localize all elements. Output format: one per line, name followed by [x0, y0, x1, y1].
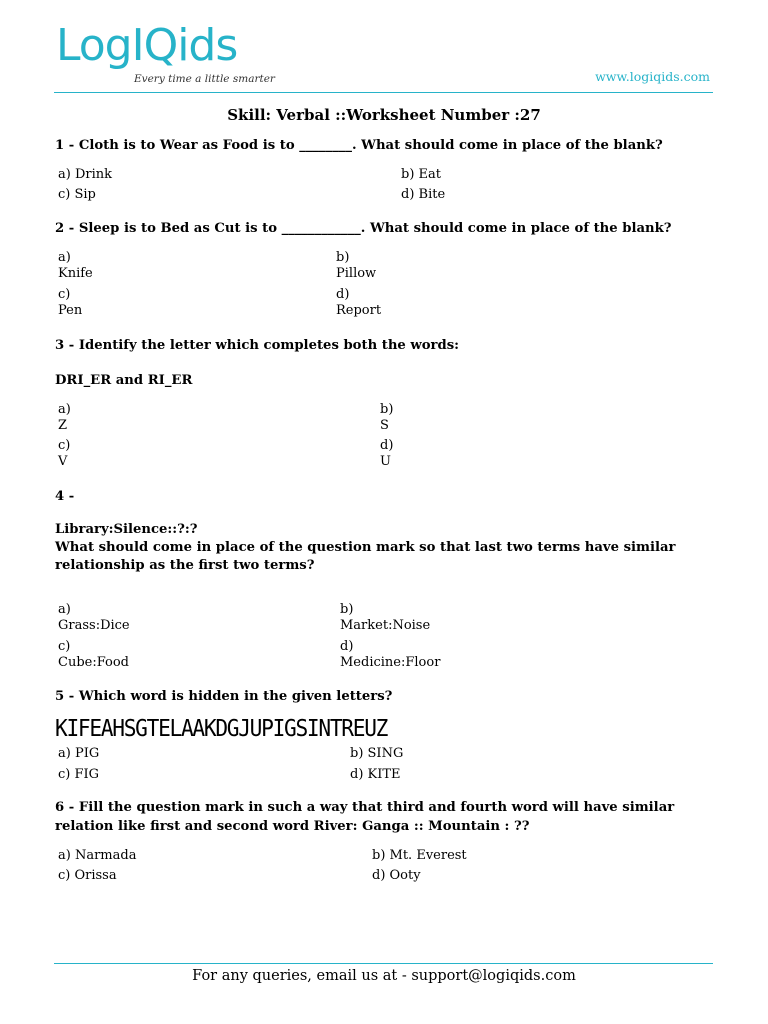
question-4-analogy: Library:Silence::?:? [55, 522, 198, 537]
option-letter: a) [58, 402, 71, 417]
q6-option-d[interactable]: d) Ooty [372, 868, 421, 883]
q5-option-d[interactable]: d) KITE [350, 767, 401, 782]
worksheet-title: Skill: Verbal ::Worksheet Number :27 [227, 106, 541, 124]
question-2: 2 - Sleep is to Bed as Cut is to ____________. What should come in place of the blank? [55, 221, 672, 236]
option-value: Grass:Dice [58, 618, 130, 633]
option-letter: c) [58, 438, 71, 453]
q3-option-b[interactable] [380, 402, 393, 434]
q1-option-b[interactable]: b) Eat [401, 167, 441, 182]
option-letter: b) [380, 402, 394, 417]
q5-option-a[interactable]: a) PIG [58, 746, 100, 761]
question-3-words: DRI_ER and RI_ER [55, 373, 193, 388]
option-value: Report [336, 303, 382, 318]
option-letter: d) [336, 287, 350, 302]
q5-option-c[interactable]: c) FIG [58, 767, 100, 782]
q6-option-c[interactable]: c) Orissa [58, 868, 117, 883]
q4-option-a[interactable] [58, 602, 130, 634]
website-link[interactable]: www.logiqids.com [595, 69, 710, 84]
tagline: Every time a little smarter [134, 73, 275, 85]
q6-option-a[interactable]: a) Narmada [58, 848, 137, 863]
option-value: U [380, 454, 391, 469]
question-3: 3 - Identify the letter which completes both the words: [55, 338, 460, 353]
question-1: 1 - Cloth is to Wear as Food is to ________. What should come in place of the blank? [55, 138, 663, 153]
option-value: Knife [58, 266, 93, 281]
q2-option-b[interactable] [336, 250, 376, 282]
q5-option-b[interactable]: b) SING [350, 746, 404, 761]
logo: LogIQids [56, 20, 238, 71]
option-value: V [58, 454, 68, 469]
option-letter: d) [380, 438, 394, 453]
q1-option-d[interactable]: d) Bite [401, 187, 446, 202]
q2-option-a[interactable] [58, 250, 93, 282]
q1-option-c[interactable]: c) Sip [58, 187, 96, 202]
q6-option-b[interactable]: b) Mt. Everest [372, 848, 467, 863]
option-value: Market:Noise [340, 618, 431, 633]
option-value: Z [58, 418, 68, 433]
option-letter: a) [58, 602, 71, 617]
q3-option-d[interactable] [380, 438, 393, 470]
question-4-line2: What should come in place of the question mark so that last two terms have similar [55, 540, 676, 555]
option-letter: b) [336, 250, 350, 265]
q2-option-d[interactable] [336, 287, 381, 319]
header-divider [54, 92, 713, 93]
question-4: 4 - [55, 489, 75, 504]
letter-puzzle: KIFEAHSGTELAAKDGJUPIGSINTREUZ [55, 716, 388, 742]
question-4-line3: relationship as the first two terms? [55, 558, 315, 573]
option-value: Cube:Food [58, 655, 129, 670]
question-5: 5 - Which word is hidden in the given letters? [55, 689, 393, 704]
footer-divider [54, 963, 713, 964]
option-value: S [380, 418, 389, 433]
option-letter: c) [58, 639, 71, 654]
option-value: Medicine:Floor [340, 655, 441, 670]
q2-option-c[interactable] [58, 287, 82, 319]
option-letter: c) [58, 287, 71, 302]
option-letter: a) [58, 250, 71, 265]
q4-option-d[interactable] [340, 639, 440, 671]
q3-option-c[interactable] [58, 438, 70, 470]
q4-option-b[interactable] [340, 602, 430, 634]
option-value: Pillow [336, 266, 377, 281]
option-letter: d) [340, 639, 354, 654]
question-6-line2: relation like first and second word River: Ganga :: Mountain : ?? [55, 819, 530, 834]
option-letter: b) [340, 602, 354, 617]
q1-option-a[interactable]: a) Drink [58, 167, 112, 182]
q3-option-a[interactable] [58, 402, 71, 434]
question-6: 6 - Fill the question mark in such a way that third and fourth word will have similar [55, 800, 675, 815]
q4-option-c[interactable] [58, 639, 129, 671]
option-value: Pen [58, 303, 83, 318]
footer-contact: For any queries, email us at - support@logiqids.com [192, 968, 576, 984]
